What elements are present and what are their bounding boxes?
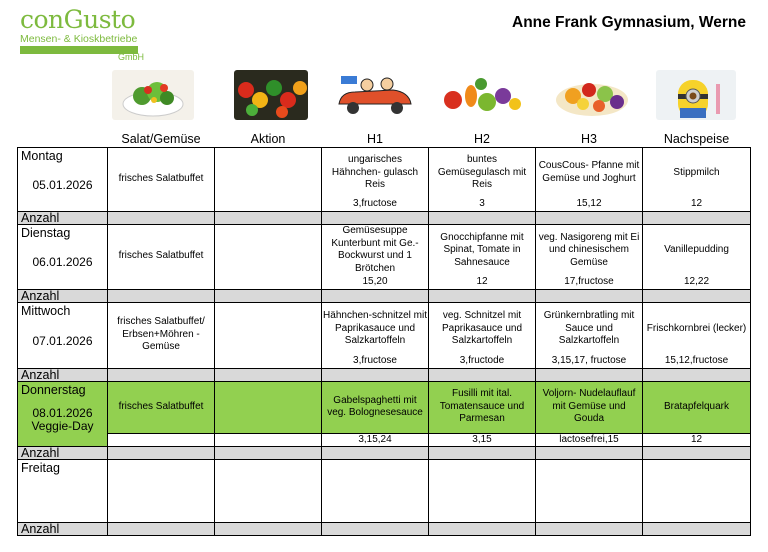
anzahl-cell[interactable] [215, 523, 322, 536]
salat-cell: frisches Salatbuffet [108, 224, 215, 289]
h2-cell: veg. Schnitzel mit Paprikasauce und Salzkartoffeln [429, 302, 536, 355]
dessert-note: 15,12,fructose [643, 355, 751, 368]
minion-dessert-photo [656, 70, 736, 120]
h1-cell: Gabelspaghetti mit veg. Bolognesesauce [322, 381, 429, 433]
day-row-montag [18, 147, 751, 198]
anzahl-cell[interactable] [108, 211, 215, 224]
h3-cell: CousCous- Pfanne mit Gemüse und Joghurt [536, 147, 643, 198]
anzahl-cell[interactable] [108, 368, 215, 381]
day-name: Freitag [21, 461, 60, 475]
dessert-note: 12 [643, 433, 751, 447]
salat-cell: frisches Salatbuffet/ Erbsen+Möhren - Gemüse [108, 302, 215, 368]
anzahl-cell[interactable] [429, 368, 536, 381]
aktion-cell [215, 381, 322, 433]
dessert-cell: Frischkornbrei (lecker) [643, 302, 751, 355]
header-h3: H3 [581, 132, 597, 146]
anzahl-row [18, 211, 751, 224]
anzahl-cell[interactable] [322, 289, 429, 302]
dessert-cell: Bratapfelquark [643, 381, 751, 433]
day-name: Montag [21, 148, 63, 163]
anzahl-label: Anzahl [18, 211, 108, 224]
anzahl-cell[interactable] [108, 289, 215, 302]
header-aktion: Aktion [250, 132, 286, 146]
anzahl-label: Anzahl [18, 368, 108, 381]
aktion-cell [215, 302, 322, 368]
dessert-cell [643, 460, 751, 523]
anzahl-cell[interactable] [643, 447, 751, 460]
anzahl-cell[interactable] [643, 289, 751, 302]
anzahl-cell[interactable] [429, 447, 536, 460]
h1-note: 3,15,24 [322, 433, 429, 447]
anzahl-row [18, 368, 751, 381]
logo-wordmark: conGusto [20, 5, 136, 34]
anzahl-cell[interactable] [108, 523, 215, 536]
header-blank [18, 130, 108, 147]
aktion-cell [215, 460, 322, 523]
anzahl-cell[interactable] [429, 211, 536, 224]
anzahl-cell[interactable] [215, 211, 322, 224]
day-date: 08.01.2026 [32, 406, 93, 421]
fruit-platter-photo [551, 70, 633, 120]
note-row [18, 433, 751, 447]
anzahl-cell[interactable] [536, 289, 643, 302]
dessert-cell: Vanillepudding [643, 224, 751, 276]
h2-note: 12 [429, 276, 536, 289]
anzahl-label: Anzahl [18, 289, 108, 302]
salat-cell: frisches Salatbuffet [108, 381, 215, 433]
day-row-dienstag [18, 224, 751, 276]
header-h1: H1 [367, 132, 383, 146]
menu-table [17, 130, 751, 536]
anzahl-cell[interactable] [108, 447, 215, 460]
cartoon-car-kids-image [331, 70, 417, 120]
anzahl-label: Anzahl [18, 447, 108, 460]
anzahl-cell[interactable] [536, 368, 643, 381]
day-cell [18, 460, 108, 523]
day-cell [18, 147, 108, 211]
h3-note: 15,12 [536, 198, 643, 211]
dessert-note: 12,22 [643, 276, 751, 289]
anzahl-cell[interactable] [215, 289, 322, 302]
header-salat: Salat/Gemüse [121, 132, 201, 146]
day-cell [18, 302, 108, 368]
aktion-cell [215, 224, 322, 289]
day-row-donnerstag [18, 381, 751, 433]
h2-note: 3,fructode [429, 355, 536, 368]
day-cell [18, 381, 108, 447]
h3-cell: Grünkernbratling mit Sauce und Salzkartoffeln [536, 302, 643, 355]
dessert-note: 12 [643, 198, 751, 211]
vegetable-skewers-photo [234, 70, 308, 120]
day-name: Mittwoch [21, 303, 71, 318]
anzahl-label: Anzahl [18, 523, 108, 536]
header-nachspeise: Nachspeise [663, 132, 730, 146]
h3-cell: veg. Nasigoreng mit Ei und chinesischem Gemüse [536, 224, 643, 276]
anzahl-cell[interactable] [215, 447, 322, 460]
h3-cell [536, 460, 643, 523]
day-date: 06.01.2026 [32, 255, 93, 270]
anzahl-cell[interactable] [322, 523, 429, 536]
anzahl-row [18, 447, 751, 460]
h2-cell: buntes Gemüsegulasch mit Reis [429, 147, 536, 198]
h3-note: 3,15,17, fructose [536, 355, 643, 368]
aktion-note [215, 433, 322, 447]
anzahl-cell[interactable] [215, 368, 322, 381]
anzahl-row [18, 523, 751, 536]
day-name: Dienstag [21, 225, 71, 240]
company-logo [20, 5, 150, 62]
logo-subtitle: Mensen- & Kioskbetriebe [20, 33, 138, 45]
salad-bowl-photo [112, 70, 194, 120]
salat-note [108, 433, 215, 447]
salat-cell: frisches Salatbuffet [108, 147, 215, 211]
day-row-freitag [18, 460, 751, 523]
anzahl-cell[interactable] [536, 211, 643, 224]
anzahl-cell[interactable] [536, 523, 643, 536]
h1-cell: Hähnchen-schnitzel mit Paprikasauce und Salzkartoffeln [322, 302, 429, 355]
anzahl-cell[interactable] [643, 368, 751, 381]
anzahl-cell[interactable] [643, 211, 751, 224]
h2-cell: Fusilli mit ital. Tomatensauce und Parmesan [429, 381, 536, 433]
h3-cell: Voljorn- Nudelauflauf mit Gemüse und Gouda [536, 381, 643, 433]
h3-note: 17,fructose [536, 276, 643, 289]
h1-note: 3,fructose [322, 198, 429, 211]
h1-cell: ungarisches Hähnchen- gulasch Reis [322, 147, 429, 198]
h3-note: lactosefrei,15 [536, 433, 643, 447]
anzahl-row [18, 289, 751, 302]
anzahl-cell[interactable] [643, 523, 751, 536]
h2-cell [429, 460, 536, 523]
anzahl-cell[interactable] [322, 211, 429, 224]
h1-cell [322, 460, 429, 523]
day-cell [18, 224, 108, 289]
salat-cell [108, 460, 215, 523]
h1-note: 15,20 [322, 276, 429, 289]
anzahl-cell[interactable] [429, 289, 536, 302]
h2-note: 3 [429, 198, 536, 211]
dessert-cell: Stippmilch [643, 147, 751, 198]
anzahl-cell[interactable] [429, 523, 536, 536]
anzahl-cell[interactable] [536, 447, 643, 460]
fruit-vegetable-characters-image [437, 70, 523, 120]
school-title: Anne Frank Gymnasium, Werne [512, 14, 746, 31]
h1-cell: Gemüsesuppe Kunterbunt mit Ge.- Bockwurst und 1 Brötchen [322, 224, 429, 276]
h1-note: 3,fructose [322, 355, 429, 368]
day-row-mittwoch [18, 302, 751, 355]
day-date: 07.01.2026 [32, 333, 93, 348]
aktion-cell [215, 147, 322, 211]
anzahl-cell[interactable] [322, 447, 429, 460]
h2-cell: Gnocchipfanne mit Spinat, Tomate in Sahnesauce [429, 224, 536, 276]
header-h2: H2 [474, 132, 490, 146]
veggie-day-label: Veggie-Day [31, 418, 94, 433]
anzahl-cell[interactable] [322, 368, 429, 381]
day-name: Donnerstag [21, 382, 86, 397]
day-date: 05.01.2026 [32, 177, 93, 192]
logo-gmbh: GmbH [117, 52, 144, 62]
h2-note: 3,15 [429, 433, 536, 447]
